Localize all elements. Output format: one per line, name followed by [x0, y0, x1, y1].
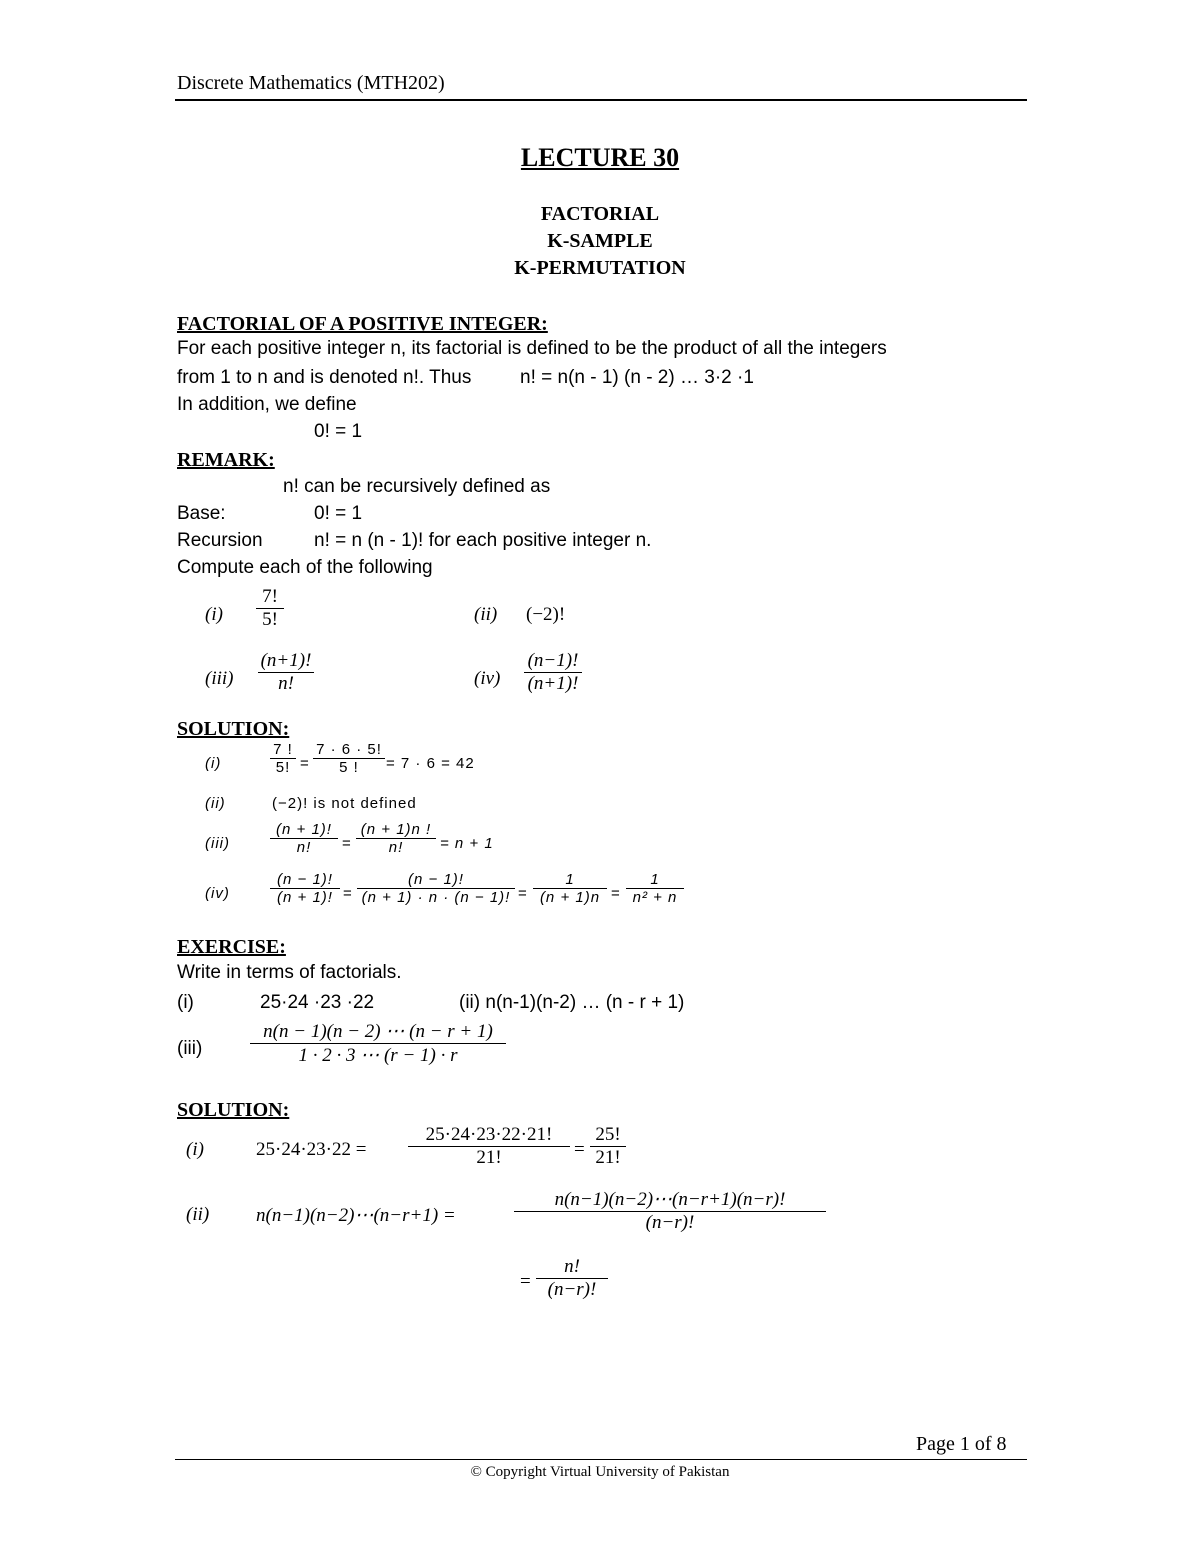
zero-factorial: 0! = 1 [314, 421, 363, 442]
frac-num: (n + 1)! [276, 821, 332, 838]
exercise-i-expr: 25·24 ·23 ·22 [260, 992, 375, 1013]
eq-sign: = [300, 755, 310, 772]
base-value: 0! = 1 [314, 503, 363, 524]
problem-iv-fraction [524, 650, 582, 695]
frac-den: 1 · 2 · 3 ⋯ (r − 1) · r [298, 1045, 458, 1066]
frac-den: (n + 1)n [539, 889, 601, 906]
course-header: Discrete Mathematics (MTH202) [177, 72, 445, 94]
frac-num: 1 [565, 871, 575, 888]
problem-iii-fraction [258, 650, 314, 695]
remark-intro: n! can be recursively defined as [283, 476, 551, 497]
solution1-heading: SOLUTION: [177, 718, 290, 740]
frac-den: (n + 1) · n · (n − 1)! [361, 889, 511, 906]
factorial-heading: FACTORIAL OF A POSITIVE INTEGER: [177, 313, 548, 335]
problem-iii-den: n! [278, 673, 294, 694]
lecture-title: LECTURE 30 [520, 143, 680, 172]
sol1-i-frac2 [313, 741, 385, 776]
eq-sign: = [518, 885, 528, 902]
exercise-intro: Write in terms of factorials. [177, 962, 402, 983]
frac-num: 7 · 6 · 5! [316, 741, 382, 758]
solution2-heading: SOLUTION: [177, 1099, 290, 1121]
factorial-line3: In addition, we define [177, 394, 357, 415]
sol1-ii-text: (−2)! is not defined [272, 795, 417, 812]
frac-den: (n + 1)! [277, 889, 333, 906]
sol2-ii-label: (ii) [186, 1204, 210, 1225]
frac-num: n(n−1)(n−2)⋯(n−r+1)(n−r)! [554, 1189, 786, 1210]
exercise-iii-fraction [250, 1020, 506, 1067]
page-number: Page 1 of 8 [916, 1433, 1007, 1455]
sol1-iii-label: (iii) [205, 835, 230, 852]
frac-den: n² + n [632, 889, 678, 906]
problem-iv-num: (n−1)! [527, 650, 579, 671]
frac-den: n! [388, 839, 404, 856]
problem-i-fraction [256, 586, 284, 631]
problem-iii-label: (iii) [205, 668, 234, 689]
topic-k-sample: K-SAMPLE [547, 230, 653, 252]
eq-sign: = [574, 1139, 585, 1160]
problem-i-den: 5! [262, 609, 278, 630]
frac-den: 5! [275, 759, 291, 776]
sol1-i-label: (i) [205, 755, 222, 772]
sol1-iv-frac2 [357, 871, 515, 906]
factorial-line1: For each positive integer n, its factorial is defined to be the product of all the integers [177, 338, 887, 359]
problem-ii-expr: (−2)! [526, 604, 566, 625]
exercise-ii-text: (ii) n(n-1)(n-2) … (n - r + 1) [459, 992, 685, 1013]
problem-iv-label: (iv) [474, 668, 501, 689]
sol2-ii-frac1 [514, 1188, 826, 1234]
sol1-iii-result: = n + 1 [440, 835, 494, 852]
sol2-ii-lhs: n(n−1)(n−2)⋯(n−r+1) = [256, 1205, 456, 1226]
exercise-iii-label: (iii) [177, 1038, 203, 1059]
factorial-formula: n! = n(n - 1) (n - 2) … 3·2 ·1 [520, 367, 754, 388]
problem-iii-num: (n+1)! [260, 650, 312, 671]
frac-num: 7 ! [273, 741, 293, 758]
recursion-value: n! = n (n - 1)! for each positive integer n. [314, 530, 652, 551]
eq-sign: = [520, 1271, 531, 1292]
frac-num: (n + 1)n ! [360, 821, 432, 838]
eq-sign: = [343, 885, 353, 902]
frac-den: (n−r)! [645, 1212, 695, 1233]
eq-sign: = [342, 835, 352, 852]
problem-i-num: 7! [262, 586, 278, 607]
frac-num: 1 [650, 871, 660, 888]
sol1-iii-frac1 [270, 821, 338, 856]
sol1-iv-frac4 [626, 871, 684, 906]
sol2-i-lhs: 25·24·23·22 = [256, 1139, 367, 1160]
frac-num: n! [564, 1256, 580, 1277]
eq-sign: = [611, 885, 621, 902]
sol2-i-label: (i) [186, 1139, 204, 1160]
frac-num: 25! [595, 1124, 621, 1145]
exercise-i-label: (i) [177, 992, 194, 1013]
frac-den: n! [296, 839, 312, 856]
exercise-heading: EXERCISE: [177, 936, 286, 958]
frac-num: (n − 1)! [277, 871, 333, 888]
factorial-line2: from 1 to n and is denoted n!. Thus [177, 367, 472, 388]
header-rule [175, 99, 1027, 101]
recursion-label: Recursion [177, 530, 263, 551]
frac-den: 21! [595, 1147, 621, 1168]
topic-k-permutation: K-PERMUTATION [514, 257, 686, 279]
sol1-ii-label: (ii) [205, 795, 226, 812]
copyright: © Copyright Virtual University of Pakistan [470, 1464, 730, 1480]
base-label: Base: [177, 503, 226, 524]
sol2-i-frac1 [408, 1124, 570, 1169]
frac-den: (n−r)! [547, 1279, 597, 1300]
frac-num: n(n − 1)(n − 2) ⋯ (n − r + 1) [263, 1021, 493, 1042]
sol1-iv-label: (iv) [205, 885, 230, 902]
sol1-iv-frac3 [533, 871, 607, 906]
sol1-iv-frac1 [270, 871, 340, 906]
problem-iv-den: (n+1)! [527, 673, 579, 694]
compute-prompt: Compute each of the following [177, 557, 433, 578]
remark-heading: REMARK: [177, 449, 275, 471]
frac-num: 25·24·23·22·21! [425, 1124, 553, 1145]
sol1-i-frac1 [270, 741, 296, 776]
frac-den: 21! [476, 1147, 502, 1168]
problem-i-label: (i) [205, 604, 223, 625]
frac-num: (n − 1)! [408, 871, 464, 888]
problem-ii-label: (ii) [474, 604, 498, 625]
sol1-i-result: = 7 · 6 = 42 [386, 755, 475, 772]
topic-factorial: FACTORIAL [540, 203, 660, 225]
footer-rule [175, 1459, 1027, 1460]
sol2-i-frac2 [590, 1124, 626, 1169]
sol1-iii-frac2 [356, 821, 436, 856]
sol2-ii-frac2 [536, 1256, 608, 1301]
frac-den: 5 ! [339, 759, 359, 776]
